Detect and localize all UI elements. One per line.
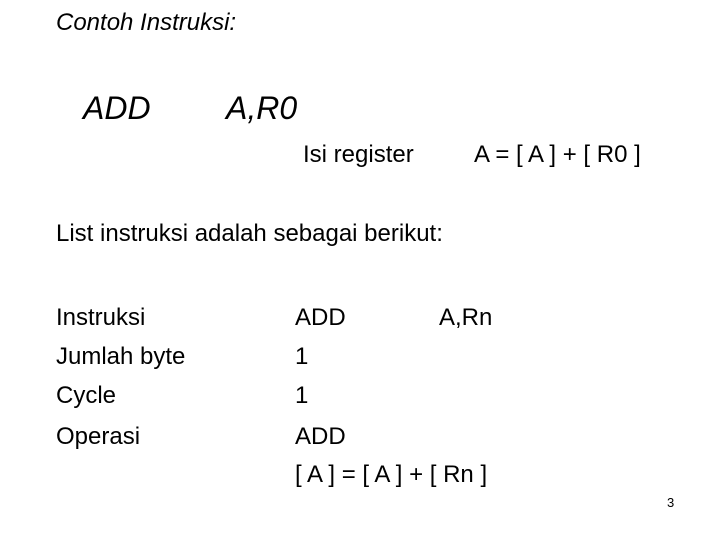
example-operands: A,R0: [226, 90, 298, 126]
spec-label-operation: Operasi: [56, 423, 141, 450]
page-number: 3: [667, 495, 675, 510]
example-mnemonic: ADD: [83, 90, 151, 126]
spec-label-cycle: Cycle: [56, 382, 117, 409]
spec-value-cycle: 1: [295, 382, 309, 409]
example-description-label: Isi register: [303, 141, 414, 168]
spec-label-byte-count: Jumlah byte: [56, 343, 186, 370]
spec-value-instruction-operands: A,Rn: [439, 304, 493, 331]
spec-value-operation: ADD: [295, 423, 346, 450]
example-heading: Contoh Instruksi:: [56, 9, 237, 36]
spec-label-instruction: Instruksi: [56, 304, 146, 331]
spec-value-instruction-mnemonic: ADD: [295, 304, 346, 331]
spec-value-operation-formula: [ A ] = [ A ] + [ Rn ]: [295, 461, 488, 488]
instruction-list-intro: List instruksi adalah sebagai berikut:: [56, 220, 443, 247]
spec-value-byte-count: 1: [295, 343, 309, 370]
example-description-formula: A = [ A ] + [ R0 ]: [474, 141, 641, 168]
